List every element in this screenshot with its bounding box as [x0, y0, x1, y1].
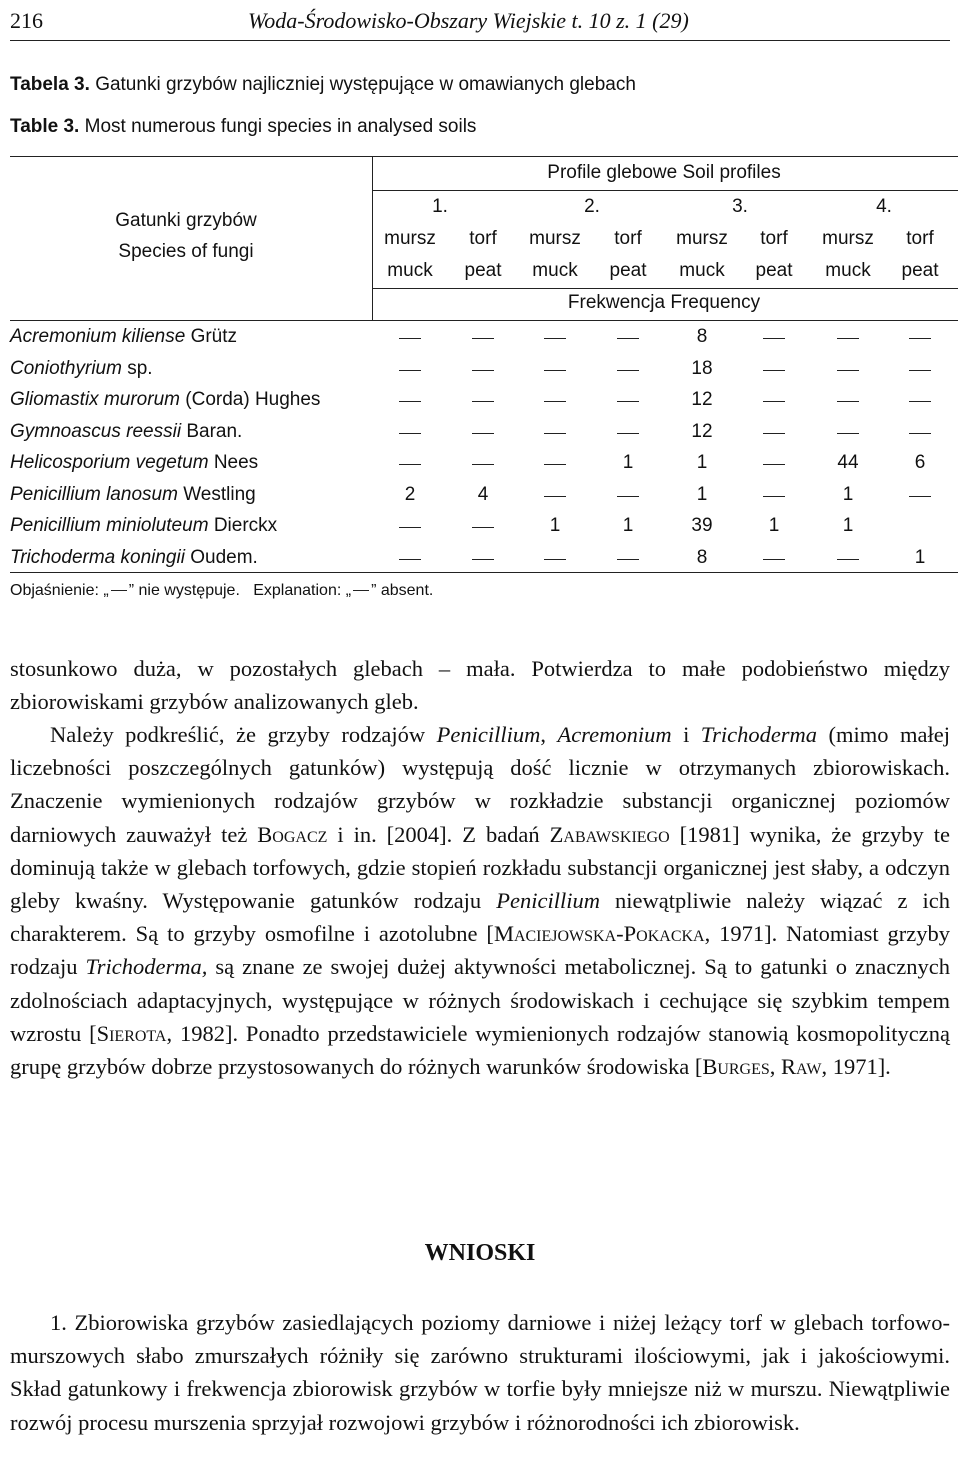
page-number: 216 — [10, 8, 43, 33]
absent-mark — [763, 433, 785, 434]
species-author: Westling — [183, 484, 256, 505]
header-bottom-rule — [10, 320, 958, 321]
species-name — [10, 389, 320, 411]
citation-author: Burges — [702, 1054, 770, 1080]
footnote-pl-suffix: ” nie występuje. — [128, 582, 240, 599]
absent-mark — [399, 433, 421, 434]
frequency-value: 4 — [477, 484, 489, 505]
absent-mark — [399, 401, 421, 402]
frequency-value: 6 — [914, 452, 926, 473]
citation-author: Bogacz — [257, 821, 328, 847]
fungi-table — [0, 0, 960, 620]
species-author: Dierckx — [213, 515, 278, 536]
absent-mark — [909, 401, 931, 402]
absent-mark — [472, 338, 494, 339]
absent-mark — [544, 338, 566, 339]
citation-author: Zabawskiego — [549, 821, 670, 847]
species-latin: Coniothyrium — [10, 358, 122, 379]
text-run: [1981] wynika, że grzyby te dominują także w glebach torfowych, gdzie stopień rozkładu substancji organicznej jest słaby, a odczyn gleby kwaśny. Występowanie gatunków rodzaju — [10, 821, 950, 914]
genus-name: Penicillium — [436, 722, 541, 747]
footnote-dash — [353, 590, 369, 591]
subheader-en: muck — [825, 260, 871, 281]
subheader-pl: mursz — [676, 228, 728, 249]
absent-mark — [763, 401, 785, 402]
frequency-header: Frekwencja Frequency — [567, 292, 761, 313]
absent-mark — [544, 559, 566, 560]
text-run: niewątpliwie należy wiązać z ich charakterem. Są to grzyby osmofilne i azotolubne [ — [10, 888, 950, 947]
profile-number: 2. — [584, 196, 600, 217]
frequency-value: 1 — [842, 515, 854, 536]
genus-name: Trichoderma — [700, 722, 818, 747]
table-top-rule — [10, 156, 958, 157]
citation-author: Sierota — [96, 1020, 167, 1046]
species-name — [10, 358, 153, 380]
caption-label-pl: Tabela 3. — [10, 74, 90, 95]
frequency-value: 8 — [696, 326, 708, 347]
frequency-value: 12 — [691, 421, 713, 442]
profiles-header-rule — [372, 190, 958, 191]
absent-mark — [617, 559, 639, 560]
species-author: Grütz — [190, 326, 238, 347]
absent-mark — [544, 433, 566, 434]
text-run: (mimo małej liczebności poszczególnych gatunków) występują dość licznie w otrzymanych zbiorowiskach. Znaczenie wymienionych rodzajów grzybów w rozkładzie substancji organicznej poziomów darniowych zauważył też — [10, 722, 950, 847]
genus-name: Acremonium — [557, 722, 672, 747]
absent-mark — [837, 370, 859, 371]
frequency-value: 1 — [622, 515, 634, 536]
frequency-value: 8 — [696, 547, 708, 568]
species-name — [10, 484, 256, 506]
table-bottom-rule — [10, 572, 958, 573]
frequency-value: 1 — [914, 547, 926, 568]
species-author: (Corda) Hughes — [185, 389, 321, 410]
absent-mark — [837, 338, 859, 339]
paragraph-continuation: stosunkowo duża, w pozostałych glebach – mała. Potwierdza to małe podobieństwo między zbiorowiskami grzybów analizowanych gleb. — [10, 656, 950, 715]
subheader-pl: torf — [469, 228, 497, 249]
subheader-en: muck — [532, 260, 578, 281]
absent-mark — [909, 370, 931, 371]
subheader-en: peat — [609, 260, 647, 281]
caption-label-en: Table 3. — [10, 116, 80, 137]
frequency-value: 1 — [842, 484, 854, 505]
species-latin: Gliomastix murorum — [10, 389, 180, 410]
species-latin: Trichoderma koningii — [10, 547, 185, 568]
absent-mark — [617, 433, 639, 434]
frequency-value: 1 — [696, 452, 708, 473]
species-author: sp. — [127, 358, 153, 379]
species-name — [10, 421, 242, 443]
absent-mark — [399, 464, 421, 465]
profile-number: 1. — [432, 196, 448, 217]
subheader-en: peat — [755, 260, 793, 281]
species-latin: Acremonium kiliense — [10, 326, 186, 347]
species-latin: Gymnoascus reessii — [10, 421, 182, 442]
footnote-dash — [111, 590, 127, 591]
absent-mark — [763, 370, 785, 371]
table-footnote — [10, 582, 433, 600]
frequency-value: 1 — [549, 515, 561, 536]
subheader-pl: mursz — [384, 228, 436, 249]
caption-text-pl: Gatunki grzybów najliczniej występujące w omawianych glebach — [95, 74, 636, 95]
absent-mark — [617, 496, 639, 497]
subheader-pl: mursz — [529, 228, 581, 249]
frequency-value: 18 — [691, 358, 713, 379]
subheader-rule — [372, 288, 958, 289]
species-latin: Penicillium minioluteum — [10, 515, 209, 536]
absent-mark — [837, 433, 859, 434]
text-run: , 1982]. Ponadto przedstawiciele wymienionych rodzajów stanowią kosmopolityczną grupę grzybów dobrze przystosowanych do różnych warunków środowiska [ — [10, 1020, 951, 1080]
profile-number: 3. — [732, 196, 748, 217]
text-run: , 1971]. — [821, 1054, 891, 1080]
text-run: są znane ze swojej dużej aktywności metabolicznej. Są to gatunki o znacznych zdolnościach adaptacyjnych, występujące w różnych środowiskach i cechujące się szybkim tempem wzrostu [ — [10, 954, 950, 1046]
subheader-pl: mursz — [822, 228, 874, 249]
absent-mark — [617, 401, 639, 402]
absent-mark — [472, 464, 494, 465]
absent-mark — [472, 401, 494, 402]
frequency-value: 1 — [768, 515, 780, 536]
species-header-en: Species of fungi — [118, 241, 254, 262]
species-author: Nees — [213, 452, 259, 473]
genus-name: Trichoderma, — [85, 954, 208, 980]
footnote-en-suffix: ” absent. — [371, 582, 434, 599]
genus-name: Penicillium — [496, 888, 600, 914]
absent-mark — [763, 559, 785, 560]
subheader-en: muck — [387, 260, 433, 281]
paragraph-conclusion-1: 1. Zbiorowiska grzybów zasiedlających poziomy darniowe i niżej leżący torf w glebach torfowo-murszowych słabo zmurszałych różniły się zarówno strukturami ilościowymi, jak i jakościowymi. Skład gatunkowy i frekwencja zbiorowisk grzybów w torfie były mniejsze niż w murszu. Niewątpliwie rozwój procesu murszenia sprzyjał rozwojowi grzybów i różnorodności ich zbiorowisk. — [10, 1310, 950, 1435]
subheader-pl: torf — [760, 228, 788, 249]
absent-mark — [472, 527, 494, 528]
absent-mark — [617, 370, 639, 371]
text-run: i — [671, 722, 701, 747]
absent-mark — [909, 433, 931, 434]
absent-mark — [617, 338, 639, 339]
species-latin: Helicosporium vegetum — [10, 452, 209, 473]
journal-title: Woda-Środowisko-Obszary Wiejskie t. 10 z. 1 (29) — [248, 8, 689, 33]
absent-mark — [472, 370, 494, 371]
absent-mark — [909, 338, 931, 339]
frequency-value: 2 — [404, 484, 416, 505]
absent-mark — [837, 559, 859, 560]
species-header-pl: Gatunki grzybów — [115, 210, 257, 231]
species-author: Baran. — [186, 421, 243, 442]
frequency-value: 1 — [622, 452, 634, 473]
citation-author: Maciejowska-Pokacka — [493, 921, 705, 947]
absent-mark — [544, 401, 566, 402]
frequency-value: 44 — [837, 452, 859, 473]
subheader-pl: torf — [906, 228, 934, 249]
absent-mark — [399, 370, 421, 371]
species-latin: Penicillium lanosum — [10, 484, 178, 505]
absent-mark — [544, 370, 566, 371]
absent-mark — [909, 496, 931, 497]
absent-mark — [837, 401, 859, 402]
absent-mark — [544, 464, 566, 465]
text-run: , 1971]. Natomiast grzyby rodzaju — [10, 921, 950, 980]
text-run: , — [540, 722, 558, 747]
absent-mark — [763, 338, 785, 339]
species-name — [10, 452, 258, 474]
subheader-en: peat — [901, 260, 939, 281]
footnote-pl-prefix: Objaśnienie: „ — [10, 582, 109, 599]
frequency-value: 12 — [691, 389, 713, 410]
frequency-value: 39 — [691, 515, 713, 536]
species-column-rule — [372, 156, 373, 320]
caption-text-en: Most numerous fungi species in analysed soils — [84, 116, 477, 137]
absent-mark — [399, 527, 421, 528]
profiles-header: Profile glebowe Soil profiles — [547, 162, 781, 183]
species-name — [10, 515, 277, 537]
text-run: i in. [2004]. Z badań — [327, 821, 550, 847]
subheader-pl: torf — [614, 228, 642, 249]
frequency-value: 1 — [696, 484, 708, 505]
absent-mark — [763, 496, 785, 497]
profile-number: 4. — [876, 196, 892, 217]
species-name — [10, 326, 237, 348]
absent-mark — [472, 559, 494, 560]
absent-mark — [472, 433, 494, 434]
subheader-en: peat — [464, 260, 502, 281]
absent-mark — [544, 496, 566, 497]
text-run: Należy podkreślić, że grzyby rodzajów — [50, 722, 437, 747]
absent-mark — [399, 559, 421, 560]
text-run: , — [769, 1054, 782, 1080]
citation-author: Raw — [781, 1054, 822, 1080]
section-heading: WNIOSKI — [424, 1240, 536, 1266]
species-name — [10, 547, 258, 569]
footnote-en-prefix: Explanation: „ — [253, 582, 352, 599]
absent-mark — [399, 338, 421, 339]
subheader-en: muck — [679, 260, 725, 281]
absent-mark — [763, 464, 785, 465]
species-author: Oudem. — [190, 547, 258, 568]
paragraph-discussion — [10, 718, 950, 1083]
